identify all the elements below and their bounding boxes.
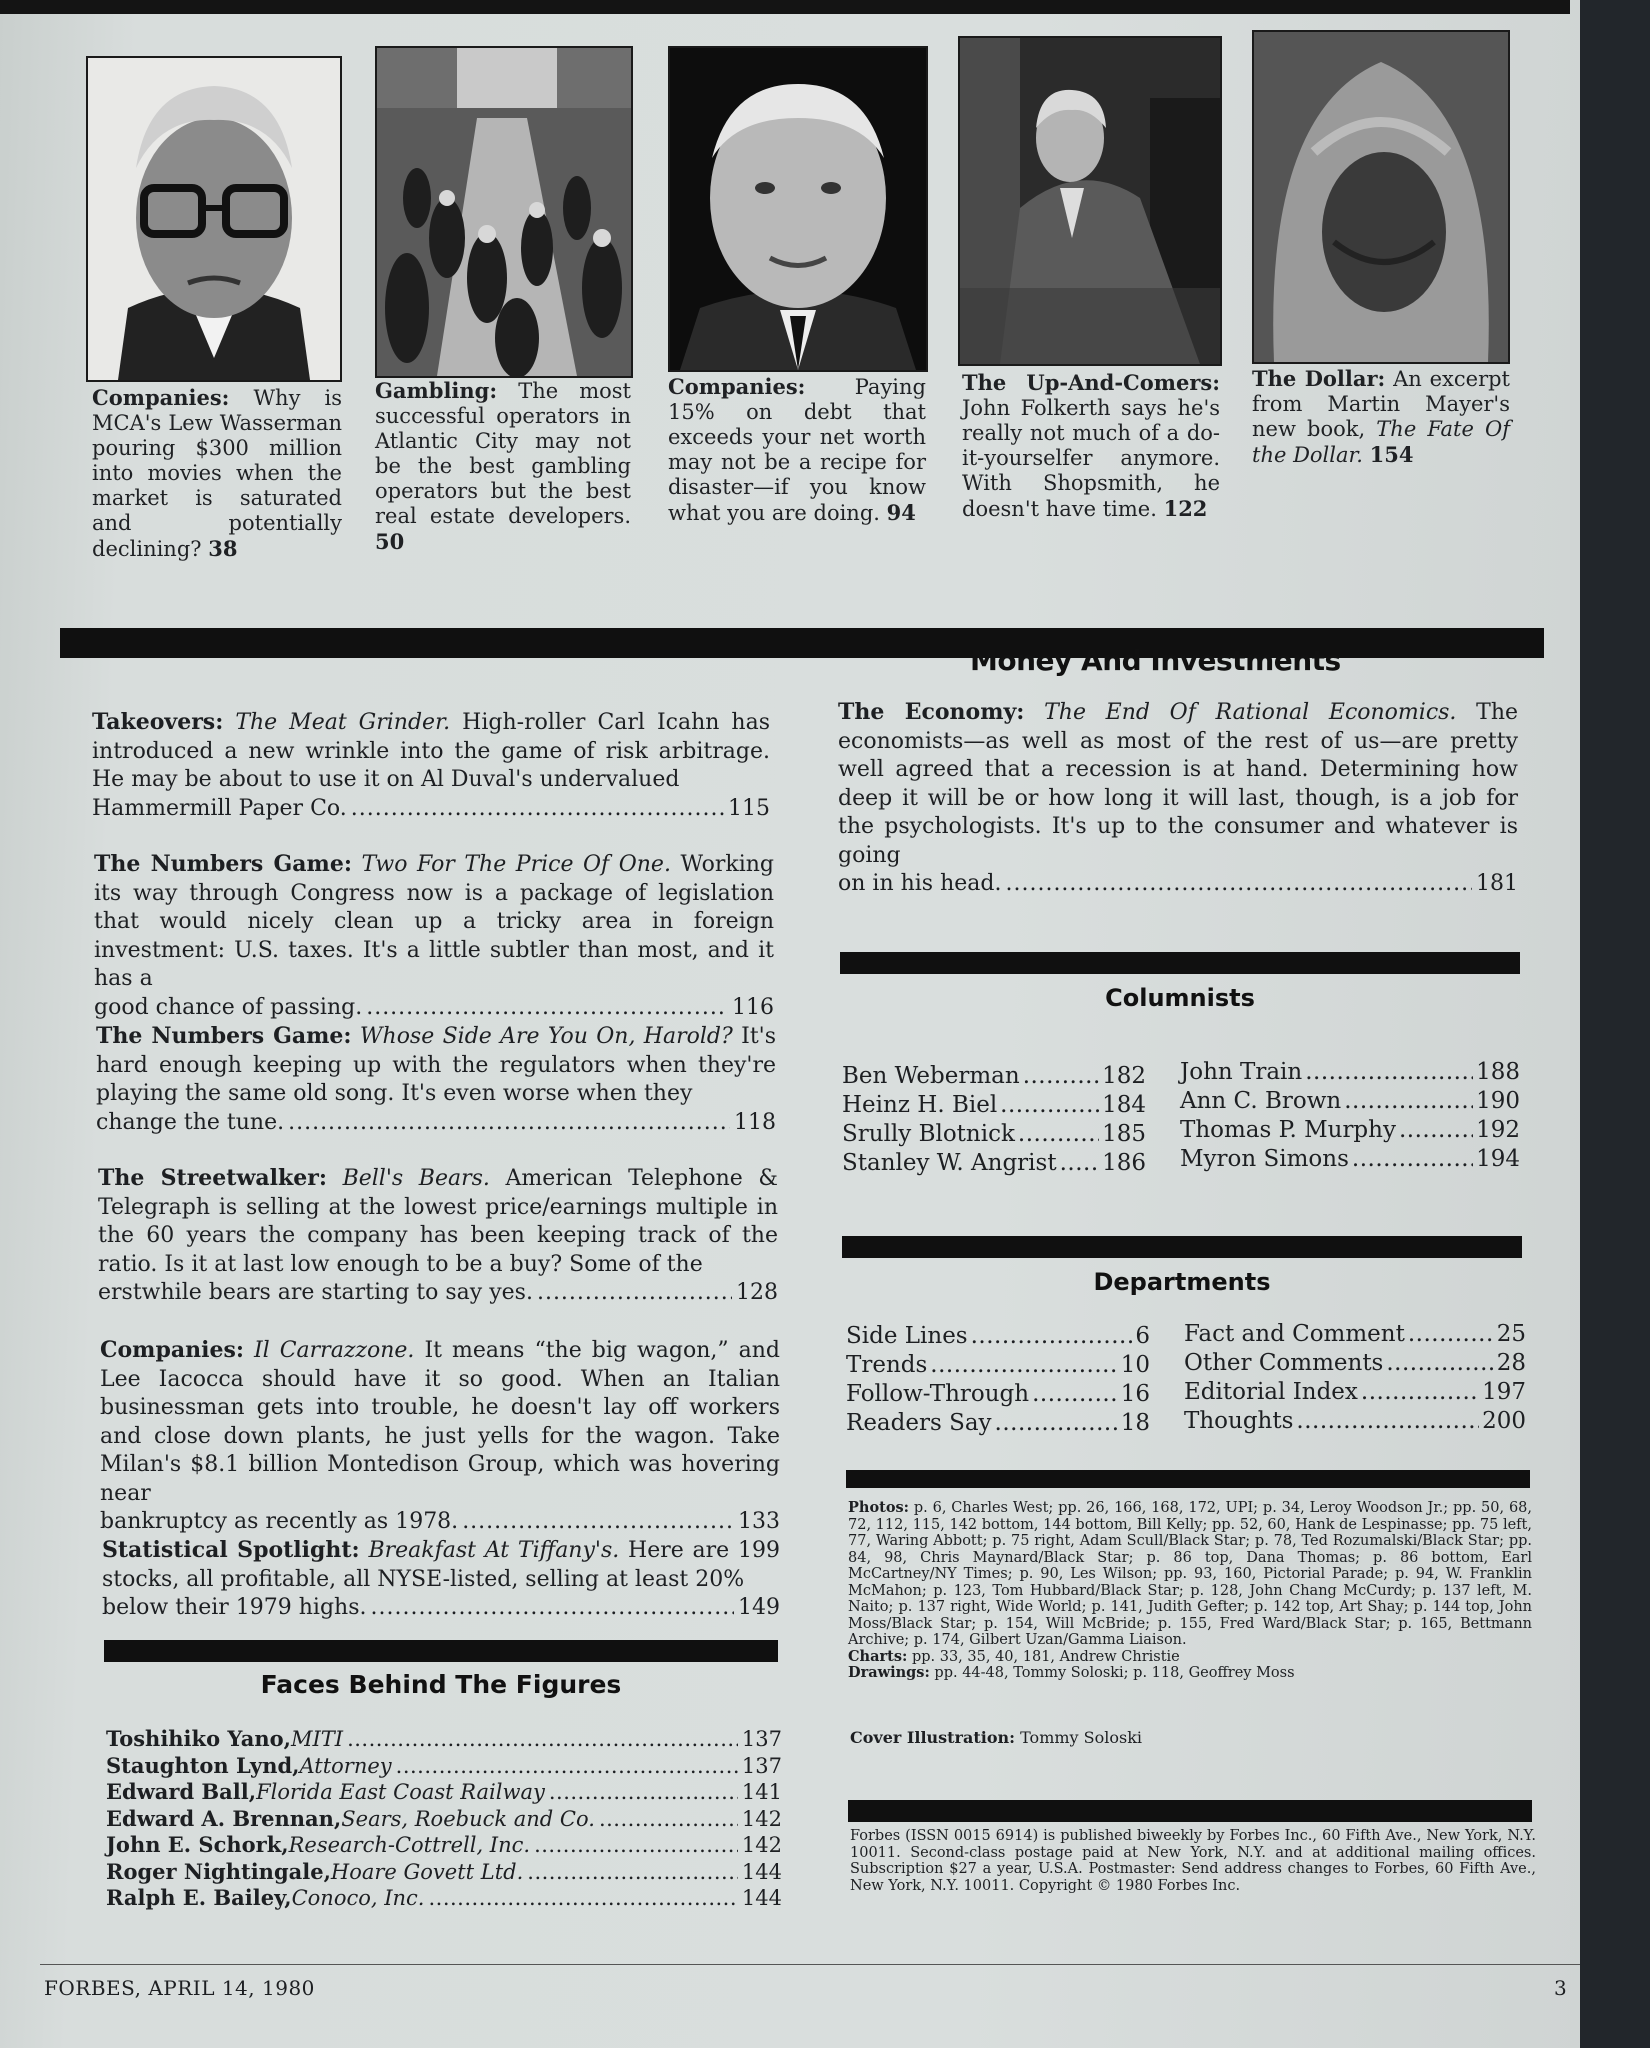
photo-credits: Photos: p. 6, Charles West; pp. 26, 166, 168, 172, UPI; p. 34, Leroy Woodson Jr.; pp. 50, 68, 72, 112, 115, 142 bottom, 144 bottom, Bill Kelly; pp. 52, 60, Hank de Lespinasse; pp. 75 left, 77, Waring Abbott; p. 75 right, Adam Scull/Black Star; p. 78, Ted Rozumalski/Black Star; pp. 84, 98, Chris Maynard/Black Star; p. 86 top, Dana Thomas; p. 86 bottom, Earl McCartney/NY Times; p. 90, Les Wilson; pp. 93, 160, Pictorial Parade; p. 94, W. Franklin McMahon; p. 123, Tom Hubbard/Black Star; p. 128, John Chang McCurdy; p. 137 left, M. Naito; p. 137 right, Wide World; p. 141, Judith Gefter; p. 142 top, Art Shay; p. 144 top, John Moss/Black Star; p. 154, Will McBride; p. 155, Fred Ward/Black Star; p. 165, Bettmann Archive; p. 174, Gilbert Uzan/Gamma Liaison. Charts: pp. 33, 35, 40, 181, Andrew Christie Drawings: pp. 44-48, Tommy Soloski; p. 118, Geoffrey Moss — [848, 1499, 1532, 1681]
columnist-row: Myron Simons ..... 194 — [1180, 1145, 1520, 1174]
faces-row: Toshihiko Yano, MITI ..... 137 — [106, 1726, 782, 1753]
page-number: 118 — [734, 1109, 776, 1135]
article-streetwalker: The Streetwalker: Bell's Bears. American Telephone & Telegraph is selling at the lowest price/earnings multiple in the 60 years the company has been keeping track of the ratio. Is it at last low enough to be a buy? Some of the erstwhile bears are starting to say yes. ..... 128 — [98, 1164, 778, 1308]
department-row: Side Lines ..... 6 — [846, 1322, 1150, 1351]
cover-illustration-credit: Cover Illustration: Tommy Soloski — [850, 1728, 1143, 1747]
page-edge-shadow — [1580, 0, 1650, 2048]
portrait-illustration — [88, 58, 340, 380]
columnist-row: John Train ..... 188 — [1180, 1058, 1520, 1087]
department-row: Trends ..... 10 — [846, 1351, 1150, 1380]
footer-rule — [40, 1964, 1580, 1965]
columnists-list-left — [842, 1062, 1146, 1178]
money-investments-title: Money And Investments — [970, 644, 1341, 677]
columnist-row: Ann C. Brown ..... 190 — [1180, 1087, 1520, 1116]
article-the-economy: The Economy: The End Of Rational Economics. The economists—as well as most of the rest of us—are pretty well agreed that a recession is at hand. Determining how deep it will be or how long it will last, though, is a job for the psychologists. It's up to the consumer and whatever is going on in his head. ..... 181 — [838, 698, 1518, 899]
page-number: 128 — [736, 1280, 778, 1305]
departments-divider-bar — [842, 1236, 1522, 1258]
department-row: Other Comments ..... 28 — [1184, 1349, 1526, 1378]
footer-page-number: 3 — [1554, 1976, 1568, 2000]
page-number: 133 — [738, 1509, 780, 1534]
article-il-carrazzone: Companies: Il Carrazzone. It means “the big wagon,” and Lee Iacocca should have it so good. When an Italian businessman gets into trouble, he doesn't lay off workers and close down plants, he just yells for the wagon. Take Milan's $8.1 billion Montedison Group, which was hovering near bankruptcy as recently as 1978. ..... 133 — [100, 1336, 780, 1537]
faces-row: Roger Nightingale, Hoare Govett Ltd. ..... 144 — [106, 1859, 782, 1886]
portrait-illustration — [1254, 32, 1508, 362]
columnists-list-right — [1180, 1058, 1520, 1174]
department-row: Editorial Index ..... 197 — [1184, 1378, 1526, 1407]
faces-row: Edward A. Brennan, Sears, Roebuck and Co. ..... 142 — [106, 1806, 782, 1833]
columnist-row: Thomas P. Murphy ..... 192 — [1180, 1116, 1520, 1145]
article-numbers-game-1: The Numbers Game: Two For The Price Of One. Working its way through Congress now is a package of legislation that would nicely clean up a tricky area in foreign investment: U.S. taxes. It's a little subtler than most, and it has a good chance of passing. ..... 116 — [94, 850, 774, 1022]
photo-executive-portrait — [668, 46, 928, 372]
faces-row: Ralph E. Bailey, Conoco, Inc. ..... 144 — [106, 1885, 782, 1912]
page-number: 181 — [1476, 871, 1518, 896]
photo-caption-1: Companies: Why is MCA's Lew Wasserman pouring $300 million into movies when the market is saturated and potentially declining? 38 — [92, 385, 342, 561]
photo-john-folkerth — [958, 36, 1222, 366]
columnist-row: Srully Blotnick ..... 185 — [842, 1120, 1146, 1149]
departments-list-right — [1184, 1320, 1526, 1436]
article-takeovers: Takeovers: The Meat Grinder. High-roller Carl Icahn has introduced a new wrinkle into the game of risk arbitrage. He may be about to use it on Al Duval's undervalued Hammermill Paper Co. ..... 115 — [92, 708, 770, 823]
crowd-illustration — [377, 48, 631, 376]
page-number: 149 — [738, 1595, 780, 1620]
credits-divider-bar — [846, 1470, 1530, 1488]
publication-divider-bar — [848, 1800, 1532, 1822]
photo-caption-3: Companies: Paying 15% on debt that exceeds your net worth may not be a recipe for disaster—if you know what you are doing. 94 — [668, 374, 926, 525]
article-statistical-spotlight: Statistical Spotlight: Breakfast At Tiffany's. Here are 199 stocks, all profitable, all NYSE-listed, selling at least 20% below their 1979 highs. ..... 149 — [102, 1536, 780, 1623]
article-numbers-game-2: The Numbers Game: Whose Side Are You On, Harold? It's hard enough keeping up with the regulators when they're playing the same old song. It's even worse when they change the tune. ..... 118 — [96, 1022, 776, 1137]
photo-atlantic-city-crowd — [375, 46, 633, 378]
portrait-illustration — [670, 48, 926, 370]
department-row: Readers Say ..... 18 — [846, 1409, 1150, 1438]
page-number: 115 — [728, 795, 770, 821]
faces-divider-bar — [104, 1640, 778, 1662]
columnist-row: Stanley W. Angrist ..... 186 — [842, 1149, 1146, 1178]
department-row: Fact and Comment ..... 25 — [1184, 1320, 1526, 1349]
top-black-bar — [0, 0, 1570, 14]
faces-list — [106, 1726, 782, 1912]
footer-publication-date: FORBES, APRIL 14, 1980 — [44, 1976, 315, 2000]
columnists-title: Columnists — [1105, 984, 1255, 1012]
department-row: Follow-Through ..... 16 — [846, 1380, 1150, 1409]
photo-caption-5: The Dollar: An excerpt from Martin Mayer's new book, The Fate Of the Dollar. 154 — [1252, 366, 1510, 467]
portrait-illustration — [960, 38, 1220, 364]
department-row: Thoughts ..... 200 — [1184, 1407, 1526, 1436]
columnists-divider-bar — [840, 952, 1520, 974]
photo-lew-wasserman — [86, 56, 342, 382]
departments-title: Departments — [1093, 1268, 1271, 1296]
columnist-row: Heinz H. Biel ..... 184 — [842, 1091, 1146, 1120]
faces-row: Staughton Lynd, Attorney ..... 137 — [106, 1753, 782, 1780]
photo-dollar-excerpt — [1252, 30, 1510, 364]
photo-caption-4: The Up-And-Comers: John Folkerth says he's really not much of a do-it-yourselfer anymore. With Shopsmith, he doesn't have time. 122 — [962, 370, 1220, 521]
faces-title: Faces Behind The Figures — [260, 1670, 622, 1699]
faces-row: John E. Schork, Research-Cottrell, Inc. ..... 142 — [106, 1832, 782, 1859]
faces-row: Edward Ball, Florida East Coast Railway ..... 141 — [106, 1779, 782, 1806]
columnist-row: Ben Weberman ..... 182 — [842, 1062, 1146, 1091]
publication-note: Forbes (ISSN 0015 6914) is published biweekly by Forbes Inc., 60 Fifth Ave., New York, N.Y. 10011. Second-class postage paid at New York, N.Y. and at additional mailing offices. Subscription $27 a year, U.S.A. Postmaster: Send address changes to Forbes, 60 Fifth Ave., New York, N.Y. 10011. Copyright © 1980 Forbes Inc. — [850, 1828, 1536, 1894]
page-number: 116 — [732, 994, 774, 1020]
departments-list-left — [846, 1322, 1150, 1438]
photo-caption-2: Gambling: The most successful operators in Atlantic City may not be the best gambling operators but the best real estate developers. 50 — [375, 378, 631, 554]
